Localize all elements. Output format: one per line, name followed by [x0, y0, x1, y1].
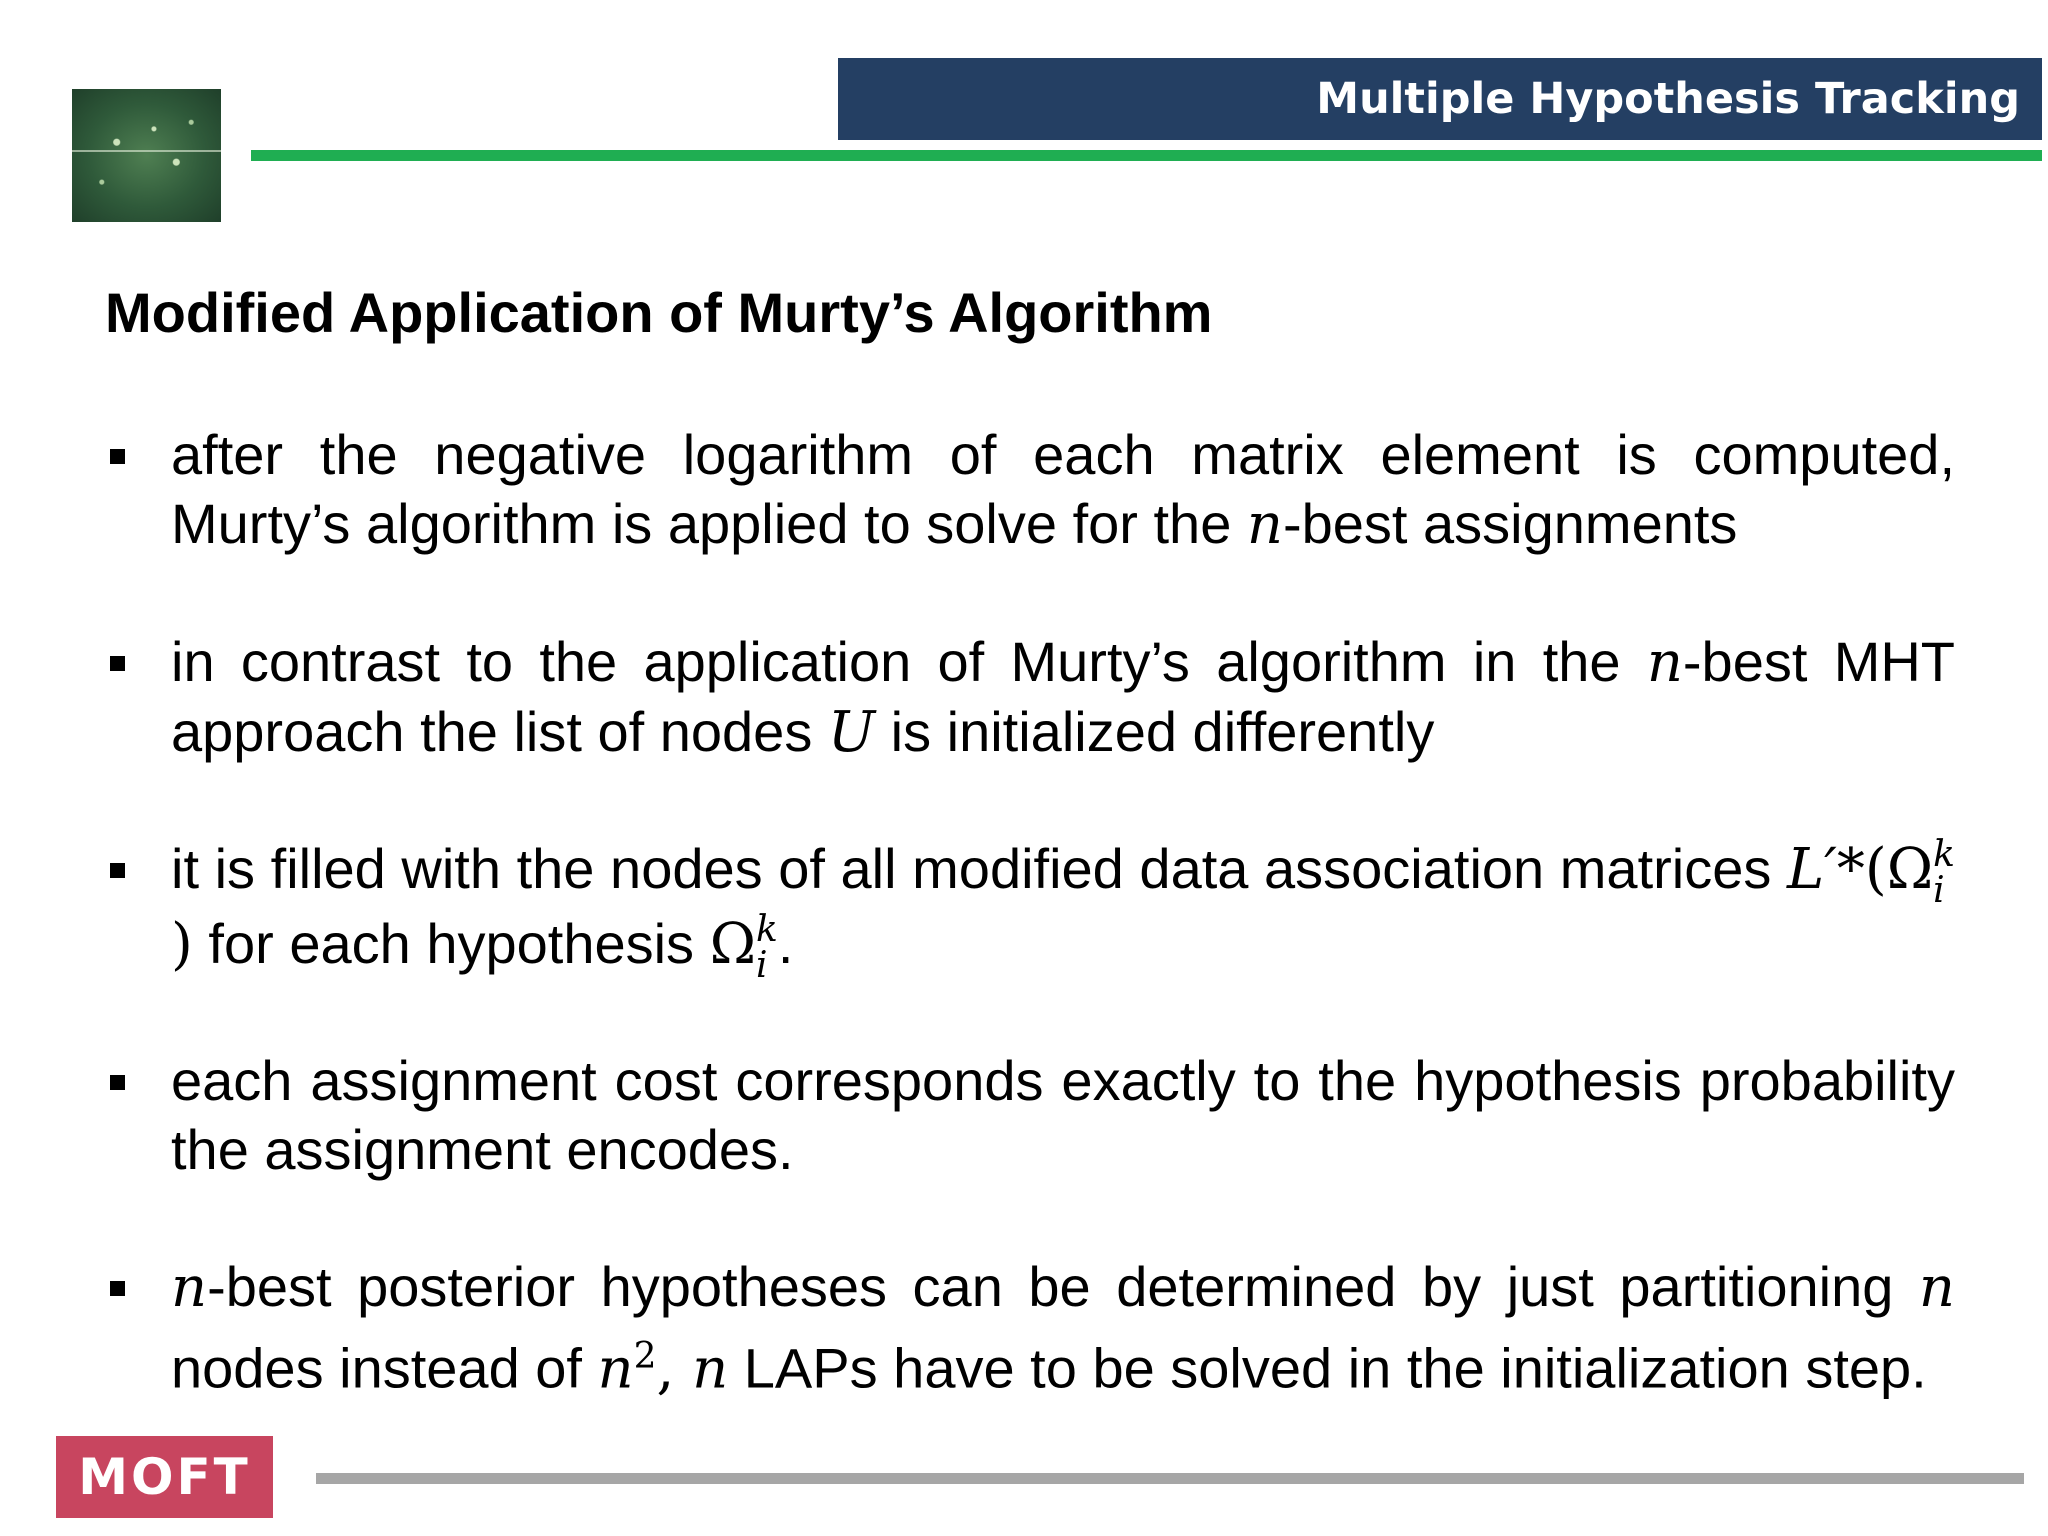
header-thumbnail-image — [72, 89, 221, 222]
bullet-marker — [110, 656, 125, 671]
bullet-text: n-best posterior hypotheses can be determined by just partitioning n nodes instead of $n^2$, n LAPs have to be solved in the initialization step. — [171, 1255, 1955, 1402]
bullet-marker — [110, 1281, 125, 1296]
bullet-marker — [110, 863, 125, 878]
thumbnail-track-line — [72, 150, 221, 152]
bullet-text: in contrast to the application of Murty’s algorithm in the n-best MHT approach the list of nodes U is initialized differently — [171, 630, 1955, 765]
bullet-text: each assignment cost corresponds exactly to the hypothesis probability the assignment encodes. — [171, 1049, 1955, 1181]
presentation-title: Multiple Hypothesis Tracking — [1316, 74, 2020, 124]
bullet-marker — [110, 1075, 125, 1090]
header-rule — [251, 150, 2042, 161]
bullet-text: it is filled with the nodes of all modified data association matrices L′*(Ω k i ) for each hypothesis Ω k i . — [171, 834, 1955, 987]
footer-rule — [316, 1473, 2024, 1484]
bullet-text: after the negative logarithm of each matrix element is computed, Murty’s algorithm is applied to solve for the n-best assignments — [171, 423, 1955, 557]
moft-logo: MOFT — [56, 1436, 273, 1518]
slide-heading: Modified Application of Murty’s Algorithm — [105, 281, 1213, 344]
title-bar — [838, 58, 2042, 140]
bullet-marker — [110, 449, 125, 464]
